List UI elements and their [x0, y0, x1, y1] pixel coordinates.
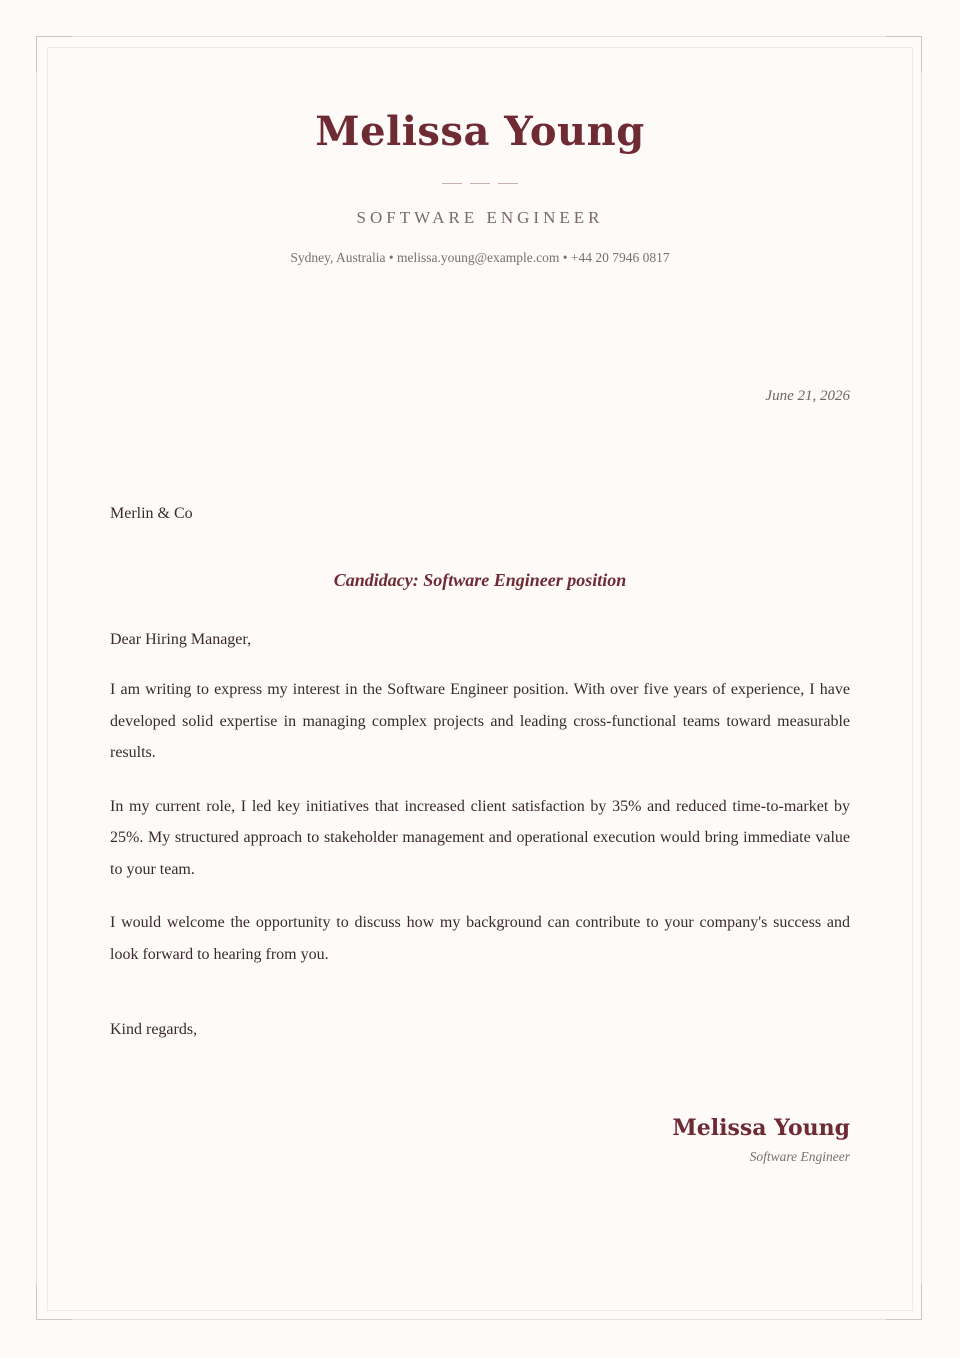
- corner-ornament-top-left: [36, 36, 72, 72]
- body-paragraph: In my current role, I led key initiatives that increased client satisfaction by 35% and reduced time-to-market by 25%. My structured approach to stakeholder management and operational execution would bring immediate value to your team.: [110, 797, 850, 878]
- sender-name: Melissa Young: [315, 108, 645, 155]
- recipient: Merlin & Co: [110, 505, 193, 522]
- signature-name: Melissa Young: [672, 1115, 850, 1141]
- corner-ornament-bottom-left: [36, 1284, 72, 1320]
- greeting: Dear Hiring Manager,: [110, 631, 252, 648]
- corner-ornament-top-right: [886, 36, 922, 72]
- body-paragraph: I am writing to express my interest in the Software Engineer position. With over five years of experience, I have developed solid expertise in managing complex projects and leading cross-functional teams toward measurable results.: [110, 681, 850, 761]
- divider-dash: [470, 183, 490, 184]
- closing: Kind regards,: [110, 1021, 198, 1038]
- header-divider: [442, 178, 518, 188]
- body-paragraph: I would welcome the opportunity to discuss how my background can contribute to your company's success and look forward to hearing from you.: [110, 914, 850, 963]
- letter-subject: Candidacy: Software Engineer position: [333, 570, 627, 590]
- signature-block: [672, 1110, 850, 1168]
- sender-role: SOFTWARE ENGINEER: [356, 208, 604, 227]
- letter-header: [0, 100, 960, 270]
- divider-dash: [498, 183, 518, 184]
- letter-date: June 21, 2026: [765, 388, 850, 404]
- sender-contact-line: Sydney, Australia • melissa.young@example.com • +44 20 7946 0817: [290, 250, 670, 265]
- corner-ornament-bottom-right: [886, 1284, 922, 1320]
- signature-title: Software Engineer: [749, 1149, 850, 1164]
- letter-body: [110, 502, 850, 1042]
- divider-dash: [442, 183, 462, 184]
